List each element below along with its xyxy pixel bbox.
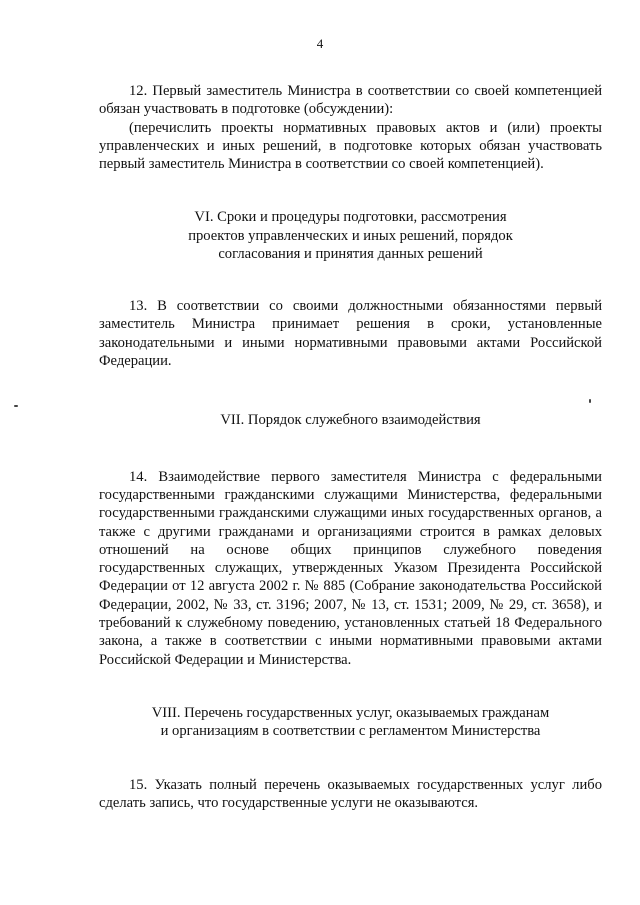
paragraph-12: 12. Первый заместитель Министра в соответствии со своей компетенцией обязан участвовать в подготовке (обсуждении): [99, 83, 602, 118]
section-8-heading [99, 704, 602, 741]
section-8-heading-line: и организациям в соответствии с регламентом Министерства [160, 723, 541, 740]
section-8-heading-line: VIII. Перечень государственных услуг, оказываемых гражданам [151, 704, 550, 721]
document-body [99, 82, 602, 813]
section-6-heading-line: проектов управленческих и иных решений, порядок [188, 227, 513, 244]
scan-speck [589, 399, 591, 403]
section-6-heading [99, 208, 602, 264]
paragraph-13: 13. В соответствии со своими должностными обязанностями первый заместитель Министра принимает решения в сроки, установленные законодательными и иными нормативными правовыми актами Российской Федерации. [99, 297, 602, 369]
paragraph-15: 15. Указать полный перечень оказываемых государственных услуг либо сделать запись, что государственные услуги не оказываются. [99, 776, 602, 812]
page-number: 4 [316, 36, 324, 51]
section-7-heading: VII. Порядок служебного взаимодействия [220, 412, 481, 429]
section-6-heading-line: согласования и принятия данных решений [218, 246, 483, 263]
section-6-heading-line: VI. Сроки и процедуры подготовки, рассмотрения [194, 209, 507, 226]
scan-speck [14, 405, 18, 407]
paragraph-14: 14. Взаимодействие первого заместителя Министра с федеральными государственными гражданскими служащими Министерства, федеральными государственными гражданскими служащими иных государственных органов, а также с другими гражданами и организациями строится в рамках деловых отношений на основе общих принципов служебного поведения государственных служащих, утвержденных Указом Президента Российской Федерации от 12 августа 2002 г. № 885 (Собрание законодательства Российской Федерации, 2002, № 33, ст. 3196; 2007, № 13, ст. 1531; 2009, № 29, ст. 3658), и требований к служебному поведению, установленных статьей 18 Федерального закона, а также в соответствии с иными нормативными правовыми актами Российской Федерации и Министерства. [99, 468, 602, 668]
paragraph-12-note: (перечислить проекты нормативных правовых актов и (или) проекты управленческих и иных решений, в подготовке которых обязан участвовать первый заместитель Министра в соответствии со своей компетенцией). [99, 119, 602, 173]
